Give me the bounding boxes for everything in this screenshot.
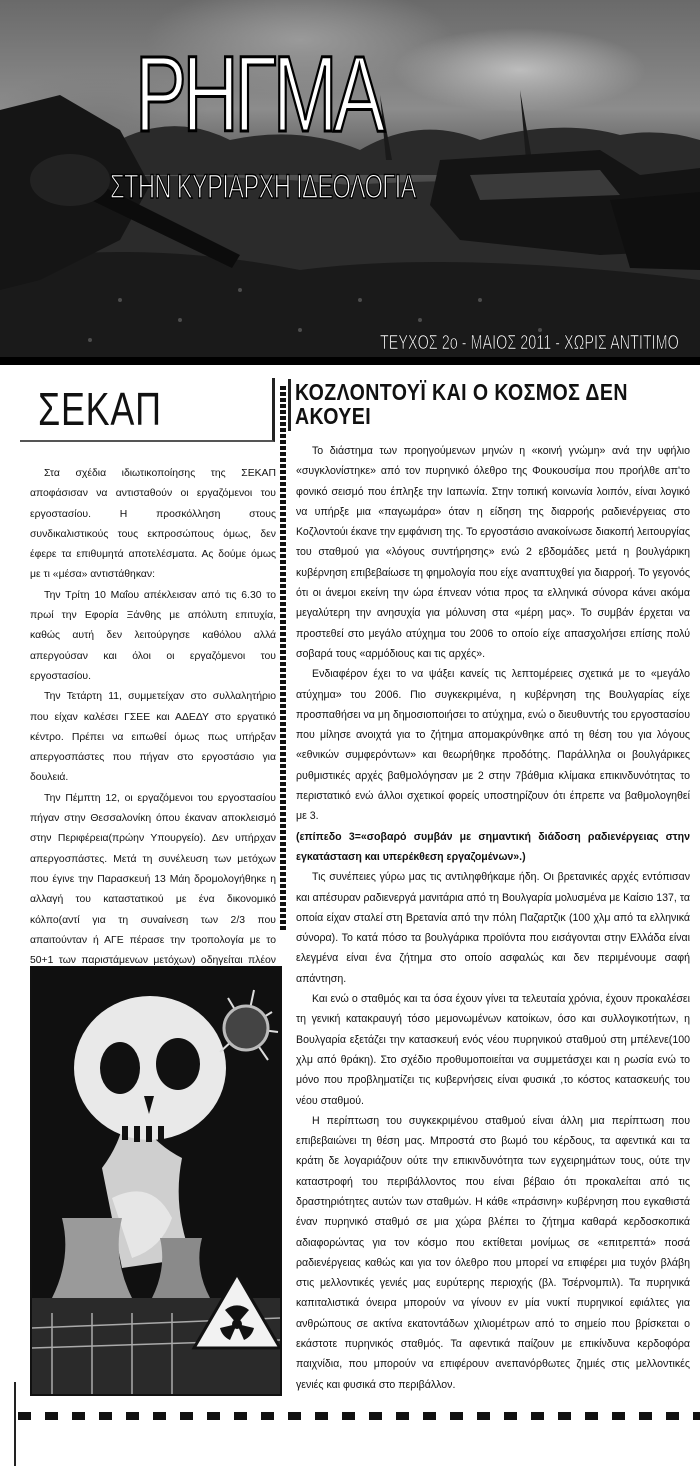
right-title-rule <box>288 379 291 431</box>
left-article-paragraph: Την Τετάρτη 11, συμμετείχαν στο συλλαλητήριο που είχαν καλέσει ΓΣΕΕ και ΑΔΕΔΥ στο εργατικό κέντρο. Πρέπει να ειπωθεί όμως πως υπήρξαν απεργοσπάστες που πήγαν στο εργοστάσιο για δουλειά. <box>30 691 276 784</box>
left-article-header <box>20 378 275 442</box>
left-article-paragraph: Την Τρίτη 10 Μαΐου απέκλεισαν από τις 6.30 το πρωί την Εφορία Ξάνθης με απόλυτη επιτυχία, καθώς αυτή δεν λειτούργησε καθόλου αλλά απεργούσαν και όλοι οι εργαζόμενοι του εργοστασίου. <box>30 589 276 682</box>
right-article-paragraph: Η περίπτωση του συγκεκριμένου σταθμού είναι άλλη μια περίπτωση που επιβεβαιώνει τη θέση μας. Μπροστά στο βωμό του κέρδους, τα αφεντικά και τα κράτη δε λογαριάζουν ούτε την επικινδυνότητα των εγχειρημάτων τους, ούτε την καταστροφή του περιβάλλοντος που είναι βέβαιο ότι προκαλείται από τις δραστηριότητες αυτών των σταθμών. Η κάθε «πράσινη» κυβέρνηση που εγκαθιστά έναν πυρηνικό σταθμό σε μια χώρα βλέπει το ζήτημα καθαρά κερδοσκοπικά αδιαφορώντας για τον κόσμο που εκτίθεται μονίμως σε «επιτρεπτά» ποσά ραδιενέργειας καθώς και για τον όλεθρο που μπορεί να επιφέρει μια τυχόν βλάβη στις μελλοντικές γενιές μας ευρύτερης περιοχής (βλ. Τσέρνομπιλ). Τα πυρηνικά καπιταλιστικά όνειρα μπορούν να γίνουν εν μία νυκτί πυρηνικοί εφιάλτες για ανθρώπους σε ακτίνα εκατοντάδων χιλιομέτρων από το σημείο που βρίσκεται ο εκάστοτε πυρηνικός σταθμός. Τα αφεντικά παίζουν με επικίνδυνα κερδοφόρα παιχνίδια, που μπορούν να επιφέρουν ανεπανόρθωτες ζημιές στις μελλοντικές γενιές και φυσικά στο περιβάλλον. <box>296 1114 690 1391</box>
right-article-paragraph: Ενδιαφέρον έχει το να ψάξει κανείς τις λεπτομέρειες σχετικά με το «μεγάλο ατύχημα» του 2006. Πιο συγκεκριμένα, η κυβέρνηση της Βουλγαρίας είχε προσπαθήσει να μη δημοσιοποιήσει το ατύχημα, ενώ ο διευθυντής του εργοστασίου που μίλησε ανοιχτά για το ζήτημα απομακρύνθηκε από τη θέση του για λόγους «εθνικών συμφερόντων» και θεωρήθηκε προδότης. Παράλληλα οι βουλγάρικες ρυθμιστικές αρχές βαθμολόγησαν με 2 στην 7βάθμια κλίμακα επικινδυνότητας το περιστατικό ενώ άλλοι σχετικοί φορείς υποστηρίζουν ότι έπρεπε να βαθμολογηθεί με 3. <box>296 668 690 823</box>
left-article-title: ΣΕΚΑΠ <box>38 383 162 435</box>
right-article-body <box>296 441 690 1395</box>
left-article-body <box>30 464 276 992</box>
left-article-paragraph: Στα σχέδια ιδιωτικοποίησης της ΣΕΚΑΠ αποφάσισαν να αντισταθούν οι εργαζόμενοι του εργοστασίου. Η προσκόλληση στους συνδικαλιστικούς τους εκπροσώπους όμως, δεν έφερε τα επιθυμητά αποτελέσματα. Ας δούμε όμως με τι «μέσα» αντιστάθηκαν: <box>30 468 276 581</box>
masthead <box>0 0 700 365</box>
left-article-paragraph: Την Πέμπτη 12, οι εργαζόμενοι του εργοστασίου πήγαν στην Θεσσαλονίκη όπου έκαναν αποκλεισμό στην Περιφέρεια(πρώην Υπουργείο). Δεν υπήρχαν απεργοσπάστες. Μετά τη συνέλευση των μετόχων που έγινε την Παρασκευή 13 Μάη δρομολογήθηκε η αλλαγή του καταστατικού με ένα δικονομικό κόλπο(αντί για τη συναίνεση των 2/3 που απαιτούνταν ή ΑΓΕ πέρασε την τροπολογία με το 50+1 των παριστάμενων μετόχων) οδηγείται πλέον <box>30 792 276 967</box>
right-article-paragraph: Το διάστημα των προηγούμενων μηνών η «κοινή γνώμη» ανά την υφήλιο «συγκλονίστηκε» από τον πυρηνικό όλεθρο της Φουκουσίμα που προήλθε απ'το φονικό σεισμό που έπληξε την Ιαπωνία. Στην τοπική κοινωνία λοιπόν, είναι λογικό να υπήρξε μια «παγωμάρα» όταν η είδηση της διαρροής ραδιενέργειας στο Κοζλοντούι έκανε την εμφάνιση της. Το εργοστάσιο ανακοίνωσε διακοπή λειτουργίας του σταθμού για «λόγους συντήρησης» ενώ 2 εβδομάδες μετά η βουλγάρικη κυβέρνηση επιβεβαίωσε τη φημολογία που είχε αναπτυχθεί για διαρροή. Το γεγονός ότι οι άνεμοι εκείνη την ώρα έπνεαν νότια προς τα ελληνικά σύνορα κάνει ακόμα μεγαλύτερη την ανησυχία για μόλυνση στα «μέρη μας». Το συμβάν έρχεται να προστεθεί στο μεγάλο ατύχημα του 2006 το οποίο είχε απασχολήσει επίσης πολύ σοβαρά τους «αρμόδιους και τις αρχές». <box>296 445 690 660</box>
left-edge-rule <box>14 1382 16 1466</box>
footer-dashed-rule <box>18 1412 700 1420</box>
illustration-drawing <box>32 968 280 1394</box>
right-article-emphasis: (επίπεδο 3=«σοβαρό συμβάν με σημαντική διάδοση ραδιενέργειας στην εγκατάσταση και υπερέκθεση εργαζομένων».) <box>296 830 690 863</box>
right-article-title: ΚΟΖΛΟΝΤΟΥΪ ΚΑΙ Ο ΚΟΣΜΟΣ ΔΕΝ ΑΚΟΥΕΙ <box>295 379 628 429</box>
masthead-title: ΡΗΓΜΑ <box>135 33 381 154</box>
masthead-subtitle: ΣΤΗΝ ΚΥΡΙΑΡΧΗ ΙΔΕΟΛΟΓΙΑ <box>110 168 416 206</box>
nuclear-skull-illustration <box>30 966 282 1396</box>
column-divider <box>280 386 286 932</box>
masthead-issue-line: ΤΕΥΧΟΣ 2ο - ΜΑΙΟΣ 2011 - ΧΩΡΙΣ ΑΝΤΙΤΙΜΟ <box>380 332 679 354</box>
right-article-paragraph: Τις συνέπειες γύρω μας τις αντιληφθήκαμε ήδη. Οι βρετανικές αρχές εντόπισαν και απέσυραν ραδιενεργά μανιτάρια από τη Βουλγαρία μολυσμένα με Καίσιο 137, τα οποία είχαν σταλεί στη Βρετανία από την πόλη Παζαρτζικ (100 χλμ από τα ελληνικά σύνορα). Το κατά πόσο τα βουλγάρικα προϊόντα που εισάγονται στην Ελλάδα είναι ελεγμένα είναι ένα ζήτημα στο οποίο ασφαλώς και δεν περιμένουμε σαφή απάντηση. <box>296 871 690 985</box>
right-article-paragraph: Και ενώ ο σταθμός και τα όσα έχουν γίνει τα τελευταία χρόνια, έχουν προκαλέσει τη γενική κατακραυγή τόσο μεμονωμένων κατοίκων, όσο και συλλογικοτήτων, η Βουλγαρία εξετάζει την κατασκευή ενός νέου πυρηνικού σταθμού στη μπέλενε(100 χλμ από θράκη). Στο σχέδιο προθυμοποιείται να συμμετάσχει και η ρωσία ενώ το μόνο που προβληματίζει τις κυβερνήσεις είναι φυσικά ,το κόστος κατασκευής του νέου σταθμού. <box>296 993 690 1107</box>
right-article-paragraph <box>296 827 690 868</box>
